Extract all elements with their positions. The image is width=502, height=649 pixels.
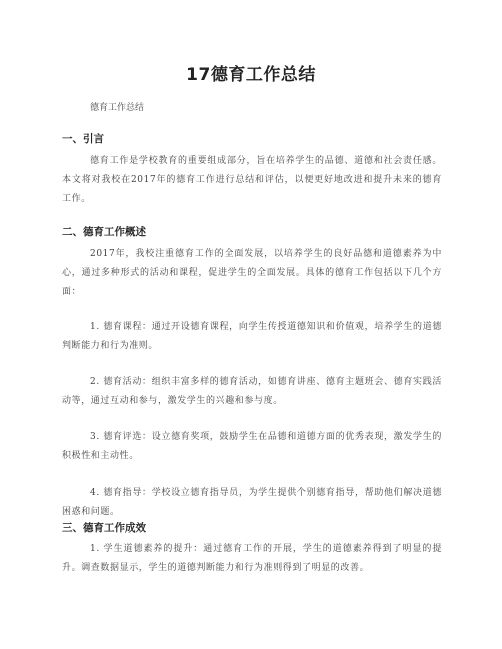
paragraph-item-3: 3. 德育评选：设立德育奖项，鼓励学生在品德和道德方面的优秀表现，激发学生的积极性和主动性。 [62,432,442,461]
paragraph-item-4: 4. 德育指导：学校设立德育指导员，为学生提供个别德育指导，帮助他们解决道德困惑和问题。 [62,488,442,517]
paragraph-intro: 德育工作是学校教育的重要组成部分，旨在培养学生的品德、道德和社会责任感。本文将对我校在2017年的德育工作进行总结和评估，以便更好地改进和提升未来的德育工作。 [62,156,442,204]
section-heading-results: 三、德育工作成效 [62,522,146,534]
section-heading-overview: 二、德育工作概述 [62,226,146,238]
section-heading-intro: 一、引言 [62,133,104,145]
document-title: 17德育工作总结 [186,65,316,85]
paragraph-item-1: 1. 德育课程：通过开设德育课程，向学生传授道德知识和价值观，培养学生的道德判断能力和行为准则。 [62,322,442,351]
document-subtitle: 德育工作总结 [90,103,145,113]
paragraph-item-2: 2. 德育活动：组织丰富多样的德育活动，如德育讲座、德育主题班会、德育实践活动等，通过互动和参与，激发学生的兴趣和参与度。 [62,377,442,406]
paragraph-results-1: 1. 学生道德素养的提升：通过德育工作的开展，学生的道德素养得到了明显的提升。调查数据显示，学生的道德判断能力和行为准则得到了明显的改善。 [62,544,442,573]
paragraph-overview: 2017年，我校注重德育工作的全面发展，以培养学生的良好品德和道德素养为中心，通过多种形式的活动和课程，促进学生的全面发展。具体的德育工作包括以下几个方面： [62,249,442,297]
